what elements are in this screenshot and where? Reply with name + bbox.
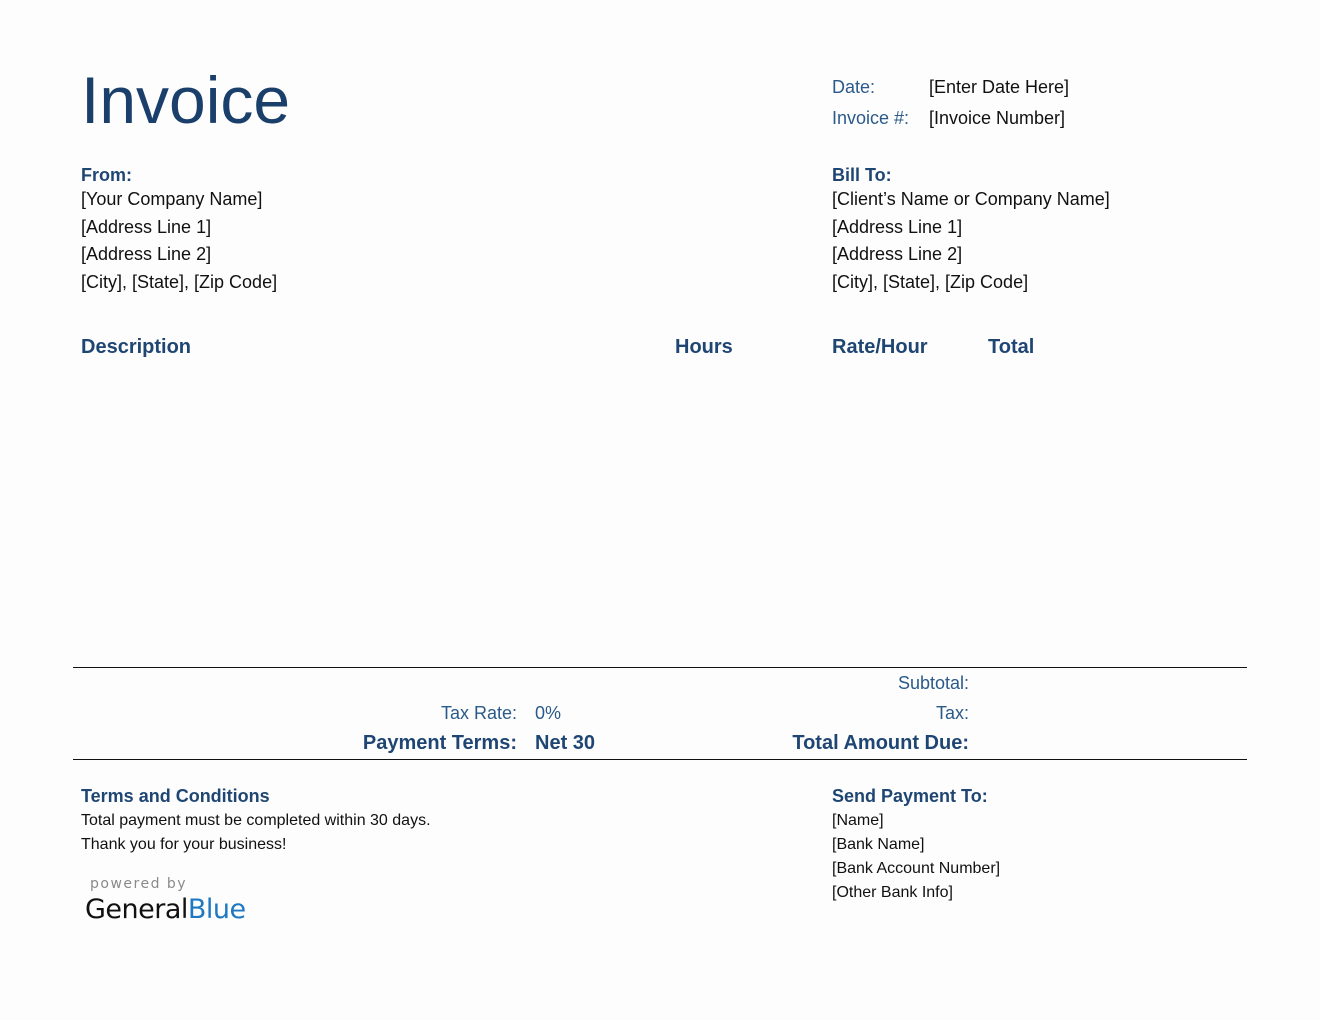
send-payment-heading: Send Payment To: [832,786,988,806]
payment-other-bank-info[interactable]: [Other Bank Info] [832,884,953,901]
invoice-number-label: Invoice #: [832,108,910,128]
from-address-line-2[interactable]: [Address Line 2] [81,244,212,264]
column-header-hours: Hours [675,336,733,358]
bill-to-heading: Bill To: [832,165,892,185]
column-header-total: Total [988,336,1035,358]
terms-line-2[interactable]: Thank you for your business! [81,836,287,853]
column-header-rate-hour: Rate/Hour [832,336,928,358]
date-field[interactable]: [Enter Date Here] [929,77,1070,97]
brand-general: General [85,894,188,925]
tax-rate-value[interactable]: 0% [535,703,562,723]
tax-label: Tax: [935,703,969,723]
summary-top-divider [73,667,1247,668]
powered-by-text: powered by [90,876,188,892]
invoice-number-field[interactable]: [Invoice Number] [929,108,1066,128]
line-items-body[interactable] [73,370,1247,660]
payment-bank-account-number[interactable]: [Bank Account Number] [832,860,1001,877]
column-header-description: Description [81,336,192,358]
payment-name[interactable]: [Name] [832,812,884,829]
terms-heading: Terms and Conditions [81,786,270,806]
payment-bank-name[interactable]: [Bank Name] [832,836,925,853]
summary-bottom-divider [73,759,1247,760]
brand-wordmark [85,894,246,925]
from-address-line-1[interactable]: [Address Line 1] [81,217,212,237]
total-amount-due-label: Total Amount Due: [792,732,969,754]
from-company-name[interactable]: [Your Company Name] [81,189,263,209]
tax-rate-label: Tax Rate: [440,703,517,723]
bill-to-city-state-zip[interactable]: [City], [State], [Zip Code] [832,272,1029,292]
date-label: Date: [832,77,876,97]
brand-blue: Blue [187,894,246,925]
payment-terms-value[interactable]: Net 30 [535,732,596,754]
subtotal-label: Subtotal: [897,673,969,693]
bill-to-address-line-2[interactable]: [Address Line 2] [832,244,963,264]
from-heading: From: [81,165,132,185]
bill-to-address-line-1[interactable]: [Address Line 1] [832,217,963,237]
payment-terms-label: Payment Terms: [362,732,517,754]
from-city-state-zip[interactable]: [City], [State], [Zip Code] [81,272,278,292]
invoice-title: Invoice [81,63,291,137]
terms-line-1[interactable]: Total payment must be completed within 30 days. [81,812,431,829]
bill-to-client-name[interactable]: [Client’s Name or Company Name] [832,189,1110,209]
